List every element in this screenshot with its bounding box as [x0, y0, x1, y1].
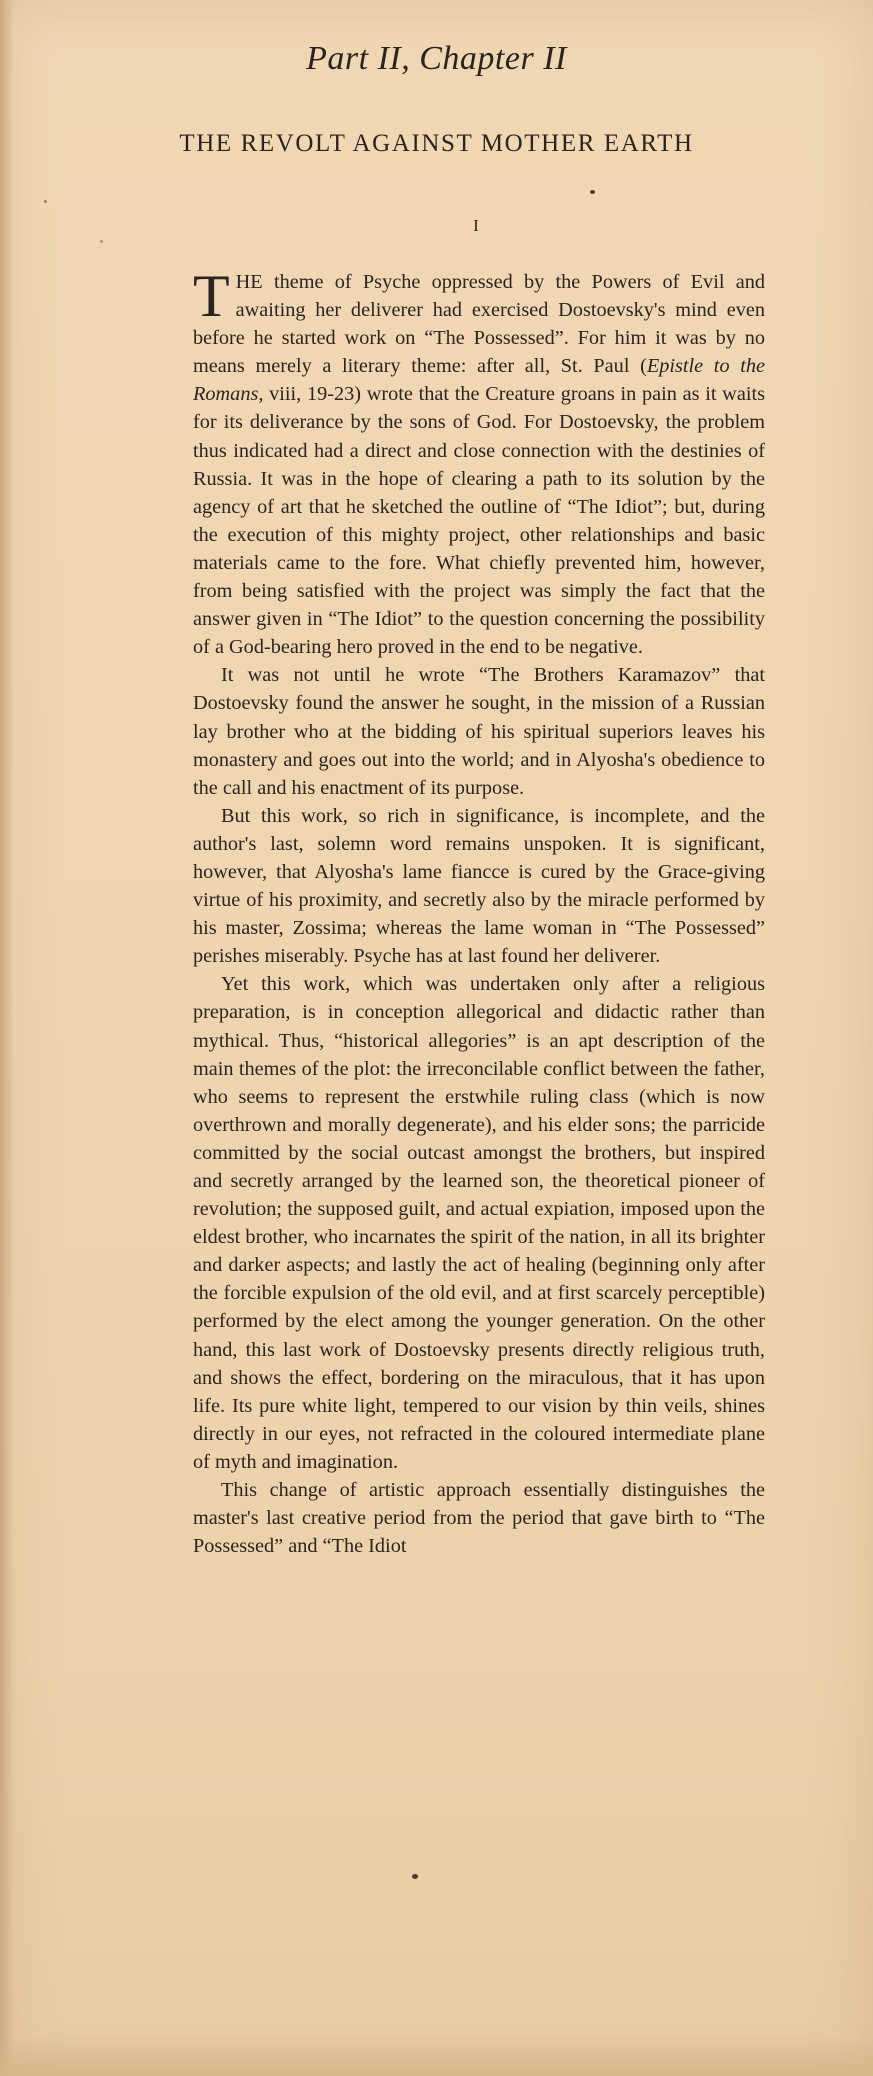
- page-bottom-shadow: [0, 2036, 873, 2076]
- paragraph-4: Yet this work, which was undertaken only after a religious preparation, is in conception allegorical and didactic rather than mythical. Thus, “historical allegories” is an apt description of the main themes of the plot: the irreconcilable conflict between the father, who seems to represent the erstwhile ruling class (which is now overthrown and morally degenerate), and his elder sons; the parricide committed by the social outcast amongst the brothers, but inspired and secretly arranged by the learned son, the theoretical pioneer of revolution; the supposed guilt, and actual expiation, imposed upon the eldest brother, who incarnates the spirit of the nation, in all its brighter and darker aspects; and lastly the act of healing (beginning only after the forcible expulsion of the old evil, and at first scarcely perceptible) performed by the elect among the younger generation. On the other hand, this last work of Dostoevsky presents directly religious truth, and shows the effect, bordering on the miraculous, that it has upon life. Its pure white light, tempered to our vision by thin veils, shines directly in our eyes, not refracted in the coloured intermediate plane of myth and imagination.: [193, 973, 765, 1473]
- ink-speck: [44, 200, 47, 203]
- chapter-heading: Part II, Chapter II: [306, 40, 567, 77]
- paragraph-3: But this work, so rich in significance, is incomplete, and the author's last, solemn word remains unspoken. It is significant, however, that Alyosha's lame fiancce is cured by the Grace-giving virtue of his proximity, and secretly also by the miracle performed by his master, Zossima; whereas the lame woman in “The Possessed” perishes miserably. Psyche has at last found her deliverer.: [193, 804, 765, 968]
- ink-speck: [100, 240, 103, 243]
- paragraph-1-text-b: viii, 19-23) wrote that the Creature groans in pain as it waits for its deliverance by the sons of God. For Dostoevsky, the problem thus indicated had a direct and close connection with the destinies of Russia. It was in the hope of clearing a path to its solution by the agency of art that he sketched the outline of “The Idiot”; but, during the execution of this mighty project, other relationships and basic materials came to the fore. What chiefly prevented him, however, from being satisfied with the project was simply the fact that the answer given in “The Idiot” to the question concerning the possibility of a God-bearing hero proved in the end to be negative.: [193, 383, 765, 659]
- body-text: [193, 263, 765, 1560]
- paragraph-1-text-a: HE theme of Psyche oppressed by the Powers of Evil and awaiting her deliverer had exercised Dostoevsky's mind even before he started work on “The Possessed”. For him it was by no means merely a literary theme: after all, St. Paul (: [193, 271, 765, 378]
- page-edge-shadow: [0, 0, 14, 2076]
- drop-cap: T: [193, 263, 230, 329]
- ink-speck: [590, 190, 595, 194]
- paragraph-2: It was not until he wrote “The Brothers Karamazov” that Dostoevsky found the answer he sought, in the mission of a Russian lay brother who at the bidding of his spiritual superiors leaves his monastery and goes out into the world; and in Alyosha's obedience to the call and his enactment of its purpose.: [193, 664, 765, 799]
- paragraph-1: [193, 263, 765, 661]
- paragraph-1-citation: Epistle to the Romans,: [193, 355, 765, 406]
- ink-speck: [412, 1874, 418, 1879]
- chapter-title: THE REVOLT AGAINST MOTHER EARTH: [179, 130, 694, 157]
- section-number: I: [473, 216, 479, 235]
- paragraph-5: This change of artistic approach essentially distinguishes the master's last creative period from the period that gave birth to “The Possessed” and “The Idiot: [193, 1479, 765, 1558]
